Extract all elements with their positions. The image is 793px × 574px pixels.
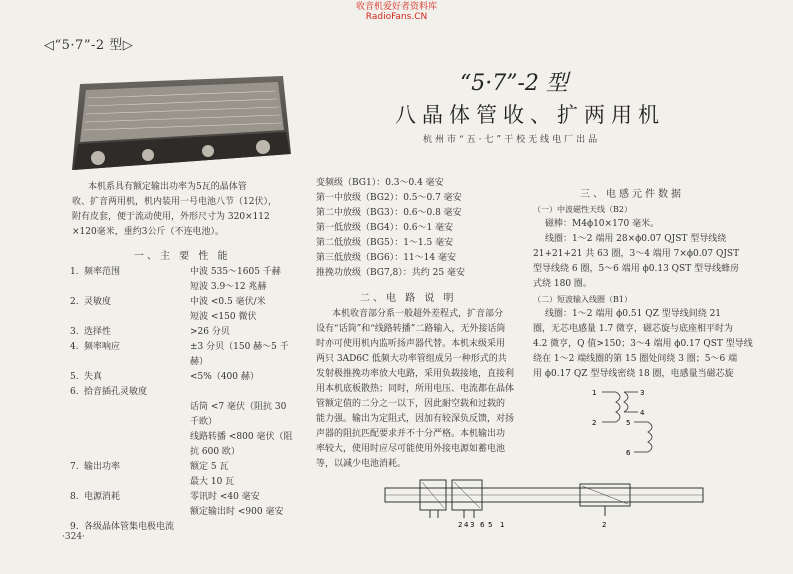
spec-item: 2. 灵敏度 中波 <0.5 毫伏/米 短波 <150 微伏: [70, 297, 266, 322]
circuit-paragraph: 本机收音部分系一般超外差程式，扩音部分 设有“话筒”和“线路转播”二路输入，无外接话筒 时亦可使用机内监听扬声器代替。本机末级采用 两只 3AD6C 低频大功率管组成另一种形式的共 发射极推挽功率放大电路，采用负载接地，直接利 用本机底板散热；同时，所用电压、电流都在晶体 管额定值的二分之一以下，因此耐空载和过载的 能力强。输出为定阻式，因加有较深负反馈，对扬 声器的阻抗匹配要求并不十分严格。本机输出功 率较大，使用时应尽可能使用外接电源如蓄电池 等，以减少电池消耗。: [316, 309, 515, 469]
intro-line: ×120毫米，重约3公斤（不连电池）。: [72, 227, 224, 237]
spec-heading: 一、主 要 性 能: [134, 251, 231, 262]
page-number: ·324·: [62, 532, 85, 542]
watermark-line1: 收音机爱好者资料库: [355, 2, 437, 12]
rod-label: 2: [458, 521, 463, 529]
circuit-heading: 二、电 路 说 明: [360, 293, 457, 304]
coil-heading: 三、电感元件数据: [580, 189, 684, 200]
watermark-line2: RadioFans.CN: [365, 12, 428, 22]
spec-item: 4. 频率响应 ±3 分贝（150 赫～5 千 赫）: [70, 342, 289, 367]
rod-label: 1: [500, 521, 505, 529]
coil-label: 1: [592, 389, 597, 397]
spec-item: 5. 失真 <5%（400 赫）: [70, 372, 259, 382]
rod-label: 5: [488, 521, 493, 529]
spec-item: 1. 频率范围 中波 535～1605 千赫 短波 3.9～12 兆赫: [70, 267, 281, 292]
spec-item: 话筒 <7 毫伏（阻抗 30 千欧） 线路转播 <800 毫伏（阻 抗 600 欧）: [190, 402, 293, 457]
intro-line: 收、扩音两用机，机内装用一号电池八节（12伏），: [72, 197, 277, 207]
spec-item: 6. 拾音插孔灵敏度: [70, 387, 148, 397]
intro-paragraph: [72, 180, 312, 240]
radio-photo: [58, 72, 298, 182]
coil-label: 6: [626, 449, 631, 457]
coil-label: 3: [640, 389, 645, 397]
current-item: 第一低放级（BG4）：0.6～1 毫安: [316, 223, 454, 233]
coil-winding-left: [616, 392, 620, 422]
spec-item: 7. 输出功率 额定 5 瓦 最大 10 瓦: [70, 462, 235, 487]
factory-credit: 杭州市“五·七”干校无线电厂出品: [423, 135, 601, 145]
current-item: 变频级（BG1）：0.3～0.4 毫安: [316, 178, 444, 188]
coil-subheading: （一）中波磁性天线（B2）: [533, 205, 632, 214]
spec-item: 9. 各级晶体管集电极电流: [70, 522, 175, 532]
current-item: 第二中放级（BG3）：0.6～0.8 毫安: [316, 208, 462, 218]
page-title: “5·7”-2 型: [460, 71, 568, 96]
page-subtitle: 八晶体管收、扩两用机: [395, 103, 665, 127]
coil-winding-right: [648, 422, 652, 452]
ferrite-rod-drawing: [380, 470, 710, 532]
spec-list: [70, 265, 320, 535]
current-item: 第三低放级（BG6）：11～14 毫安: [316, 253, 456, 263]
rod-label: 4: [464, 521, 469, 529]
rod-label: 3: [470, 521, 475, 529]
spec-item: 3. 选择性 >26 分贝: [70, 327, 230, 337]
coil-label: 5: [626, 419, 631, 427]
coil-subheading: （二）短波输入线圈（B1）: [533, 295, 632, 304]
spec-item: 8. 电源消耗 零讯时 <40 毫安 额定输出时 <900 毫安: [70, 492, 284, 517]
coil-label: 2: [592, 419, 597, 427]
header-tab: ◁“5·7”-2 型▷: [44, 38, 134, 53]
current-list: [316, 176, 516, 281]
coil-section: （一）中波磁性天线（B2） 磁棒：M4ϕ10×170 毫米。 线圈：1～2 端用 28×ϕ0.07 QJST 型导线绕 21+21+21 共 63 圈，3～4 端用 7×ϕ0.07 QJST 型导线绕 6 圈，5～6 端用 ϕ0.13 QST 型导线蜂房 式绕 180 圈。 （二）短波输入线圈（B1） 线圈：1～2 端用 ϕ0.51 QZ 型导线间绕 21 圈，无芯电感量 1.7 微亨，磁芯旋与底座相平时为 4.2 微亨，Q 值>150；3～4 端用 ϕ0.17 QST 型导线 绕在 1～2 端线圈的第 15 圈处间绕 3 圈；5～6 端 用 ϕ0.17 QZ 型导线密绕 18 圈，电感量当磁芯旋: [533, 202, 758, 382]
rod-label: 2: [602, 521, 607, 529]
coil-label: 4: [640, 409, 645, 417]
current-item: 第一中放级（BG2）：0.5～0.7 毫安: [316, 193, 462, 203]
current-item: 第二低放级（BG5）：1～1.5 毫安: [316, 238, 454, 248]
watermark: [0, 2, 793, 22]
rod-label: 6: [480, 521, 485, 529]
coil-schematic: [588, 382, 698, 464]
intro-line: 附有皮套，便于流动使用，外形尺寸为 320×112: [72, 212, 270, 222]
current-item: 推挽功放级（BG7,8）：共约 25 毫安: [316, 268, 465, 278]
intro-line: 本机系具有额定输出功率为5瓦的晶体管: [88, 182, 247, 192]
coil-winding-mid: [624, 392, 628, 412]
